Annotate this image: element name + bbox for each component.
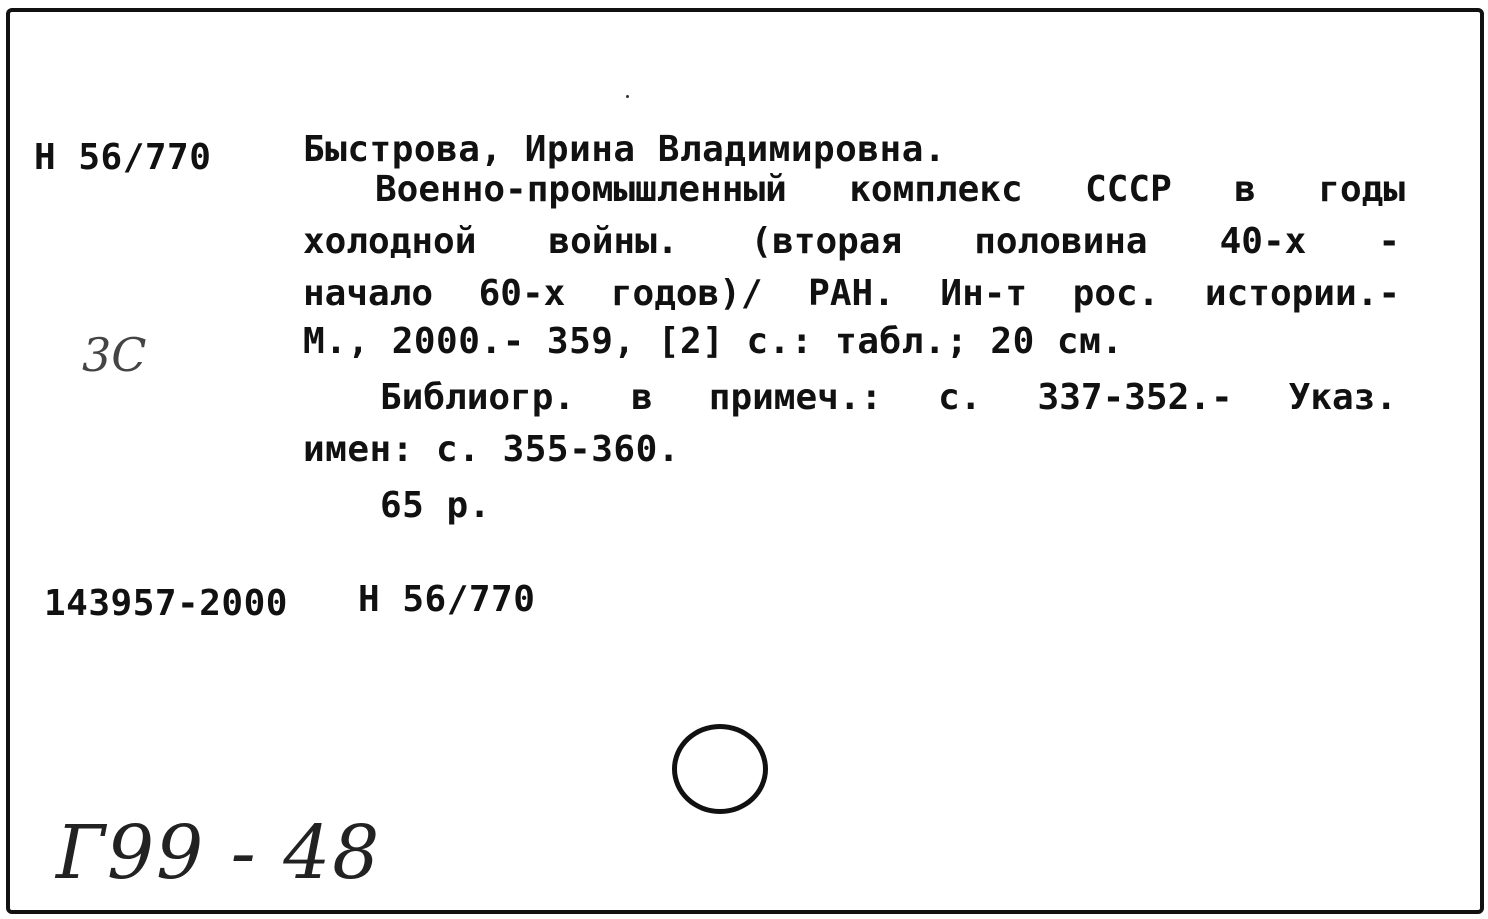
handwritten-code: Г99 - 48 xyxy=(56,810,382,896)
title-line-2: холодной войны. (вторая половина 40-х - xyxy=(303,221,1400,262)
shelfmark-bottom: Н 56/770 xyxy=(358,579,536,620)
shelfmark: Н 56/770 xyxy=(34,137,212,178)
ink-speck xyxy=(626,95,629,98)
title-line-3: начало 60-х годов)/ РАН. Ин-т рос. истории.- xyxy=(303,273,1400,314)
author-heading: Быстрова, Ирина Владимировна. xyxy=(303,129,947,170)
title-line-1: Военно-промышленный комплекс СССР в годы xyxy=(375,169,1405,210)
note-line-2: имен: с. 355-360. xyxy=(303,429,680,470)
imprint-line: М., 2000.- 359, [2] с.: табл.; 20 см. xyxy=(303,321,1124,362)
punch-hole xyxy=(672,724,768,814)
note-line-1: Библиогр. в примеч.: с. 337-352.- Указ. xyxy=(380,377,1397,418)
handwritten-mark: 3С xyxy=(82,328,147,382)
accession-number: 143957-2000 xyxy=(44,583,288,624)
price: 65 р. xyxy=(380,485,491,526)
